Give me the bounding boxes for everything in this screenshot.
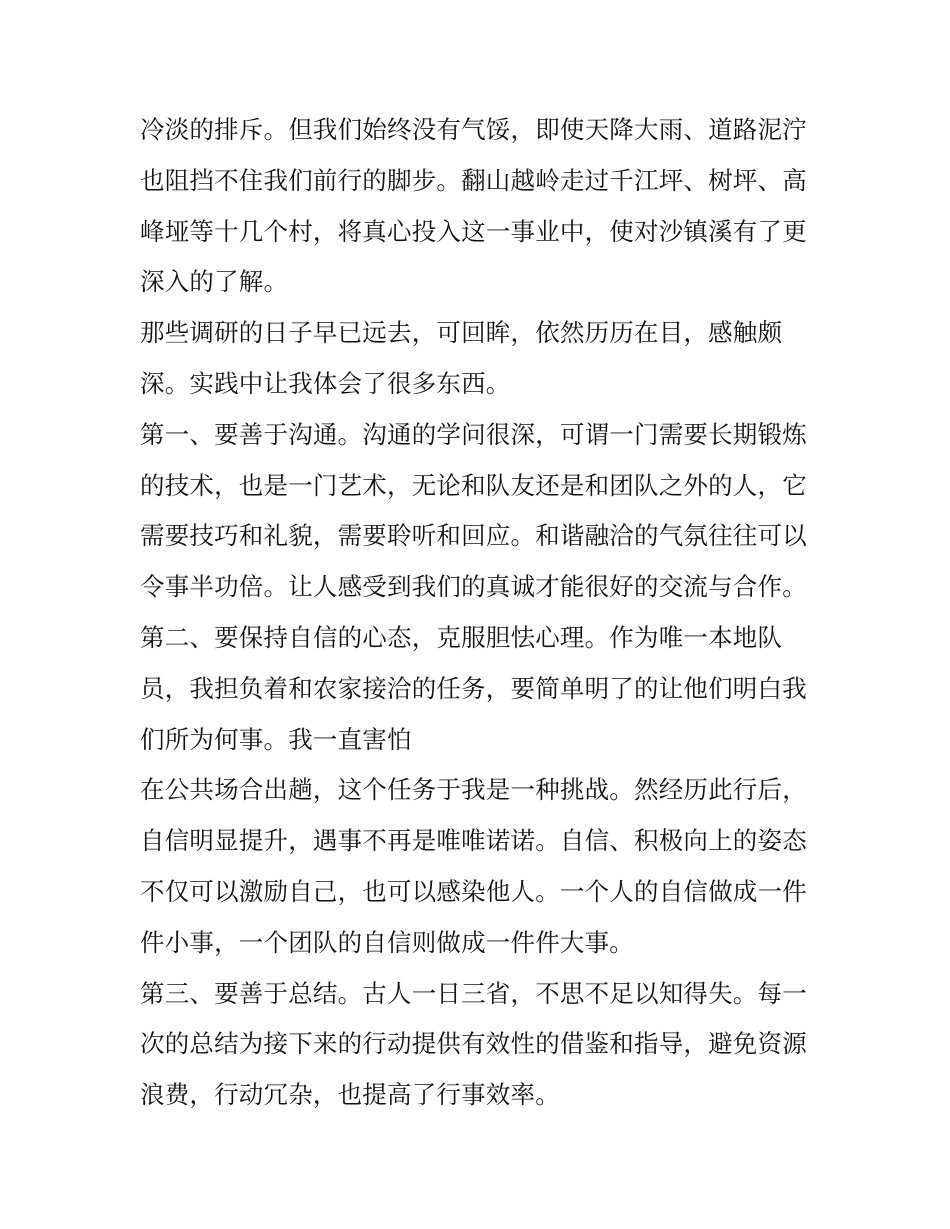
text-line: 峰垭等十几个村，将真心投入这一事业中，使对沙镇溪有了更 xyxy=(140,216,807,246)
text-line: 需要技巧和礼貌，需要聆听和回应。和谐融洽的气氛往往可以 xyxy=(140,521,807,551)
text-line: 第三、要善于总结。古人一日三省，不思不足以知得失。每一 xyxy=(140,978,807,1008)
text-line: 自信明显提升，遇事不再是唯唯诺诺。自信、积极向上的姿态 xyxy=(140,826,807,856)
text-line: 浪费，行动冗杂，也提高了行事效率。 xyxy=(140,1080,560,1110)
text-line: 冷淡的排斥。但我们始终没有气馁，即使天降大雨、道路泥泞 xyxy=(140,115,807,144)
text-line: 员，我担负着和农家接洽的任务，要简单明了的让他们明白我 xyxy=(140,673,807,703)
text-line: 件小事，一个团队的自信则做成一件件大事。 xyxy=(140,927,634,957)
text-line: 那些调研的日子早已远去，可回眸，依然历历在目，感触颇 xyxy=(140,318,783,348)
text-line: 次的总结为接下来的行动提供有效性的借鉴和指导，避免资源 xyxy=(140,1029,807,1059)
text-line: 也阻挡不住我们前行的脚步。翻山越岭走过千江坪、树坪、高 xyxy=(140,165,807,195)
text-line: 令事半功倍。让人感受到我们的真诚才能很好的交流与合作。 xyxy=(140,572,807,602)
text-line: 不仅可以激励自己，也可以感染他人。一个人的自信做成一件 xyxy=(140,876,807,906)
text-line: 第二、要保持自信的心态，克服胆怯心理。作为唯一本地队 xyxy=(140,622,783,652)
body-text xyxy=(140,105,820,1121)
text-line: 第一、要善于沟通。沟通的学问很深，可谓一门需要长期锻炼 xyxy=(140,419,807,449)
text-line: 们所为何事。我一直害怕 xyxy=(140,724,412,754)
text-line: 深。实践中让我体会了很多东西。 xyxy=(140,368,511,398)
text-line: 深入的了解。 xyxy=(140,267,289,297)
text-line: 的技术，也是一门艺术，无论和队友还是和团队之外的人，它 xyxy=(140,470,807,500)
text-line: 在公共场合出趟，这个任务于我是一种挑战。然经历此行后， xyxy=(140,775,807,805)
